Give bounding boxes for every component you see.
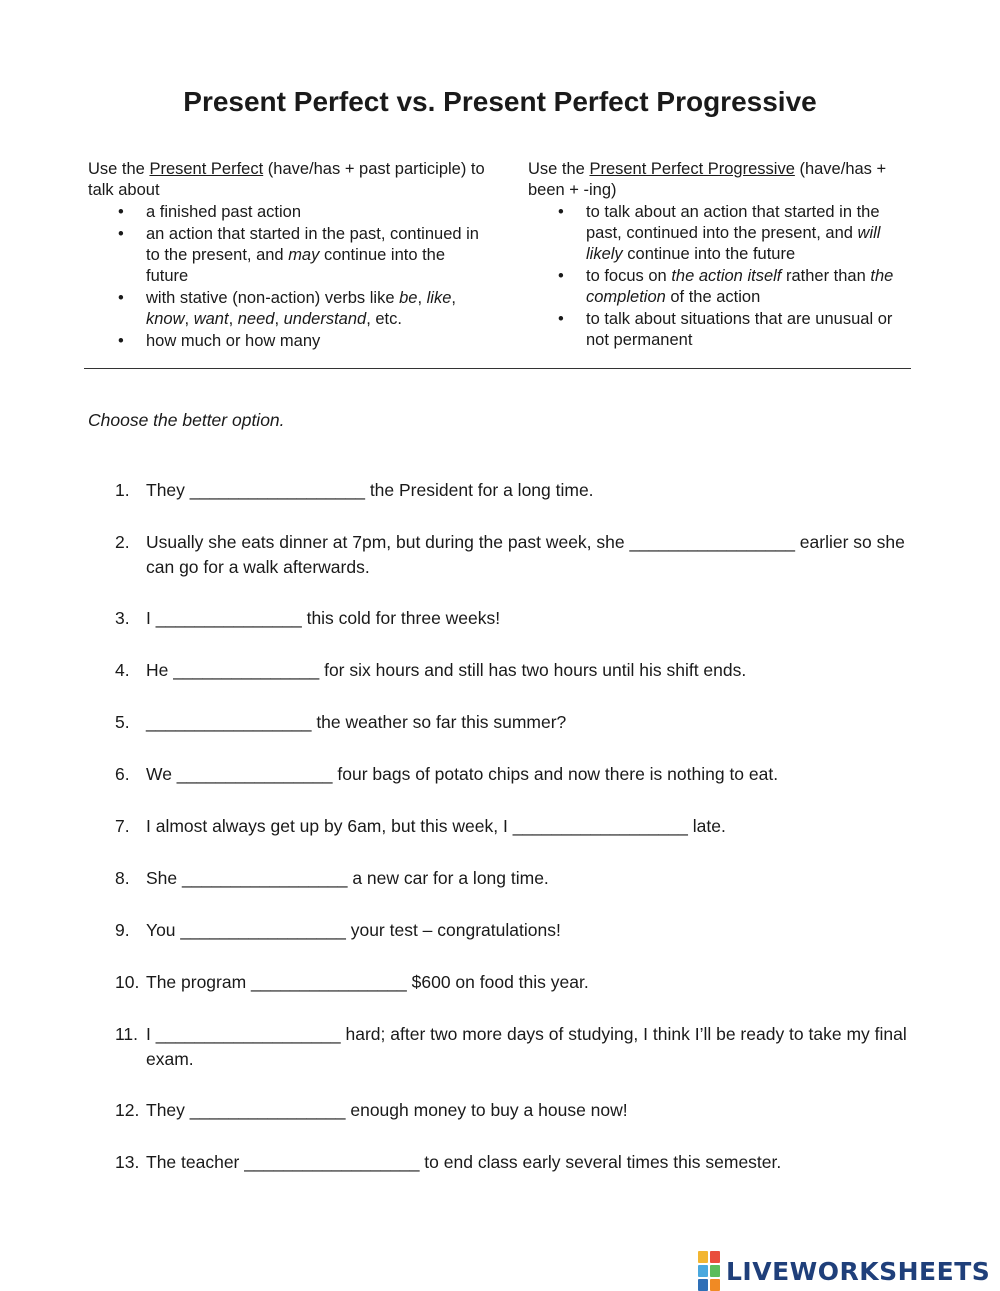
question-text: _________________ the weather so far this summer? [146,712,567,732]
logo-block [710,1279,720,1291]
question-number: 2. [115,532,130,552]
question-item [115,918,915,943]
question-number: 12. [115,1100,140,1120]
question-item [115,606,915,631]
present-perfect-progressive-intro: Use the Present Perfect Progressive (have/has + been + -ing) [528,160,887,199]
question-text: They __________________ the President for a long time. [146,480,594,500]
question-item [115,1150,915,1175]
question-item [115,1022,915,1072]
question-text: We ________________ four bags of potato chips and now there is nothing to eat. [146,764,779,784]
question-text: I almost always get up by 6am, but this week, I __________________ late. [146,816,726,836]
question-number: 1. [115,480,130,500]
question-text: Usually she eats dinner at 7pm, but during the past week, she _________________ earlier so she can go for a walk afterwards. [146,532,905,577]
question-text: The teacher __________________ to end class early several times this semester. [146,1152,782,1172]
question-number: 4. [115,660,130,680]
question-text: The program ________________ $600 on food this year. [146,972,589,992]
logo-block [710,1251,720,1263]
logo-blocks-icon [698,1251,720,1291]
present-perfect-progressive-column [528,159,918,352]
usage-bullet: • an action that started in the past, continued in to the present, and may continue into the future [146,224,488,287]
question-number: 8. [115,868,130,888]
present-perfect-progressive-uses-list [528,202,918,351]
usage-bullet: • a finished past action [146,202,488,223]
question-text: I _______________ this cold for three weeks! [146,608,501,628]
present-perfect-progressive-term: Present Perfect Progressive [589,160,795,178]
question-list [115,478,915,1202]
question-number: 13. [115,1152,140,1172]
question-text: You _________________ your test – congratulations! [146,920,561,940]
question-item [115,710,915,735]
question-number: 7. [115,816,130,836]
question-text: They ________________ enough money to buy a house now! [146,1100,628,1120]
present-perfect-uses-list [88,202,488,352]
question-number: 5. [115,712,130,732]
question-item [115,658,915,683]
exercise-instruction: Choose the better option. [88,410,285,430]
question-number: 3. [115,608,130,628]
question-item [115,866,915,891]
question-number: 9. [115,920,130,940]
question-number: 10. [115,972,140,992]
question-number: 6. [115,764,130,784]
question-number: 11. [115,1024,139,1044]
usage-bullet: • with stative (non-action) verbs like be, like, know, want, need, understand, etc. [146,288,488,330]
present-perfect-term: Present Perfect [149,160,264,178]
page-title: Present Perfect vs. Present Perfect Progressive [183,86,817,117]
question-item [115,478,915,503]
logo-block [698,1279,708,1291]
question-item [115,970,915,995]
logo-text: LIVEWORKSHEETS [726,1256,991,1286]
liveworksheets-logo [698,1256,990,1286]
logo-block [710,1265,720,1277]
question-text: I ___________________ hard; after two more days of studying, I think I’ll be ready to take my final exam. [146,1024,907,1069]
logo-block [698,1265,708,1277]
usage-bullet: • how much or how many [146,331,488,352]
question-item [115,814,915,839]
usage-bullet: • to talk about an action that started in the past, continued into the present, and will likely continue into the future [586,202,918,265]
usage-bullet: • to focus on the action itself rather than the completion of the action [586,266,918,308]
section-divider [84,368,911,369]
question-item [115,762,915,787]
present-perfect-intro: Use the Present Perfect (have/has + past participle) to talk about [88,160,485,199]
usage-bullet: • to talk about situations that are unusual or not permanent [586,309,918,351]
question-item [115,1098,915,1123]
present-perfect-column [88,159,488,353]
question-item [115,530,915,580]
logo-block [698,1251,708,1263]
question-text: She _________________ a new car for a long time. [146,868,549,888]
question-text: He _______________ for six hours and still has two hours until his shift ends. [146,660,747,680]
